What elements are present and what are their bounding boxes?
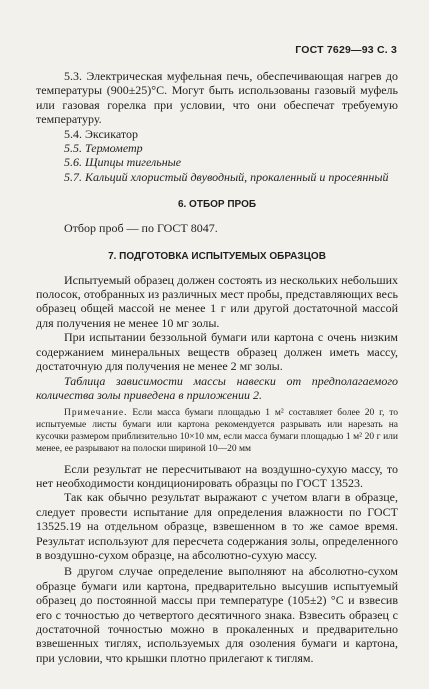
note-label: Примечание. (64, 408, 128, 419)
section-7-paragraph-5: Так как обычно результат выражают с учетом влаги в образце, следует провести испытание для определения влажности по ГОСТ 13525.19 на отдельном образце, взвешенном в то же самое время. Результат используют для пересчета содержания золы, определенного в воздушно-сухом образце, на абсолютно-сухую массу. (36, 490, 398, 562)
section-7-paragraph-3: Таблица зависимости массы навески от предполагаемого количества золы приведена в приложении 2. (36, 373, 398, 402)
section-6-heading: 6. ОТБОР ПРОБ (177, 199, 257, 211)
section-7-paragraph-2: При испытании беззольной бумаги или картона с очень низким содержанием минеральных веществ образец должен иметь массу, достаточную для получения не менее 2 мг золы. (36, 330, 398, 374)
item-5-3: 5.3. Электрическая муфельная печь, обеспечивающая нагрев до температуры (900±25)°С. Могут быть использованы газовый муфель или газовая горелка при условии, что они обеспечат требуемую температуру. (36, 69, 398, 127)
section-6-text: Отбор проб — по ГОСТ 8047. (64, 221, 218, 236)
page-header: ГОСТ 7629—93 С. 3 (295, 44, 397, 56)
note-text: Если масса бумаги площадью 1 м² составляет более 20 г, то испытуемые листы бумаги или картона рекомендуется разрывать или нарезать на кусочки размером приблизительно 10×10 мм, если масса бумаги площадью 1 м² 20 г или менее, ее разрывают на полоски шириной 10—20 мм (36, 408, 398, 454)
section-7-heading: 7. ПОДГОТОВКА ИСПЫТУЕМЫХ ОБРАЗЦОВ (108, 250, 326, 262)
item-5-4: 5.4. Эксикатор (64, 126, 138, 141)
section-7-paragraph-4: Если результат не пересчитывают на воздушно-сухую массу, то нет необходимости кондиционировать образцы по ГОСТ 13523. (36, 461, 398, 490)
item-5-6: 5.6. Щипцы тигельные (64, 155, 182, 170)
section-7-paragraph-6: В другом случае определение выполняют на абсолютно-сухом образце бумаги или картона, предварительно высушив испытуемый образец до постоянной массы при температуре (105±2) °С и взвесив его с точностью до четвертого десятичного знака. Взвесить образец с достаточной точностью можно в прокаленных и предварительно взвешенных тиглях, используемых для озоления бумаги и картона, при условии, что крышки плотно прилегают к тиглям. (36, 564, 398, 665)
note (36, 408, 398, 455)
item-5-7: 5.7. Кальций хлористый двуводный, прокаленный и просеянный (64, 169, 389, 184)
page-content (36, 69, 398, 665)
section-7-paragraph-1: Испытуемый образец должен состоять из нескольких небольших полосок, отобранных из различных мест пробы, представляющих весь образец общей массой не менее 1 г или другой достаточной массой для получения не менее 10 мг золы. (36, 272, 398, 330)
item-5-5: 5.5. Термометр (64, 141, 143, 156)
